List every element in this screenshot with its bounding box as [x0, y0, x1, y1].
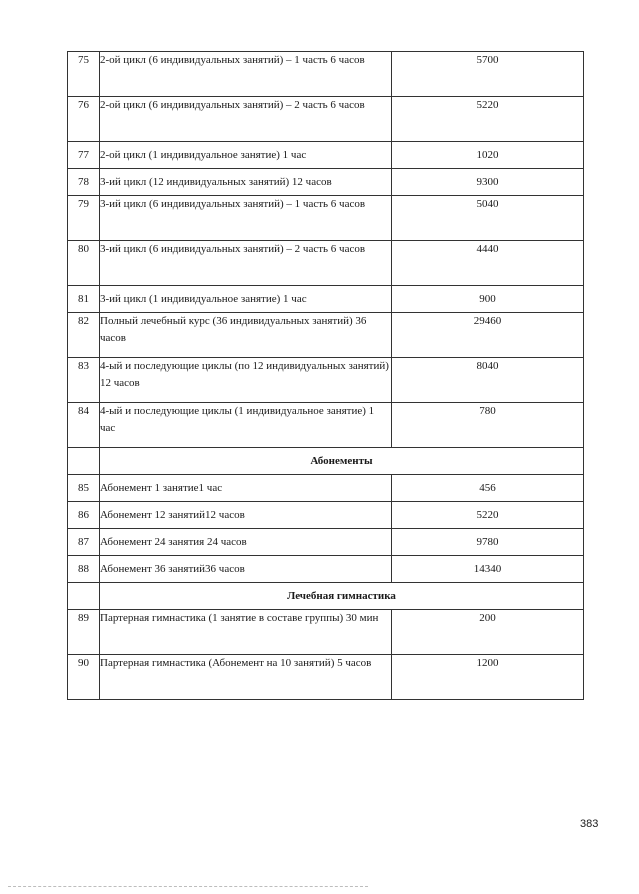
service-name: 4-ый и последующие циклы (по 12 индивидуальных занятий) 12 часов — [100, 358, 392, 403]
section-header-row — [68, 583, 584, 610]
service-name: Абонемент 36 занятий36 часов — [100, 556, 392, 583]
table-row — [68, 97, 584, 142]
service-price: 1020 — [392, 142, 584, 169]
table-row — [68, 529, 584, 556]
service-price: 29460 — [392, 313, 584, 358]
service-name: 3-ий цикл (6 индивидуальных занятий) – 2 часть 6 часов — [100, 241, 392, 286]
section-num-cell — [68, 448, 100, 475]
row-number: 76 — [68, 97, 100, 142]
row-number: 85 — [68, 475, 100, 502]
row-number: 77 — [68, 142, 100, 169]
row-number: 84 — [68, 403, 100, 448]
service-name: Полный лечебный курс (36 индивидуальных занятий) 36 часов — [100, 313, 392, 358]
price-table — [67, 51, 584, 700]
table-row — [68, 556, 584, 583]
row-number: 82 — [68, 313, 100, 358]
table-row — [68, 358, 584, 403]
row-number: 75 — [68, 52, 100, 97]
table-row — [68, 313, 584, 358]
price-table-body — [68, 52, 584, 700]
row-number: 87 — [68, 529, 100, 556]
service-price: 4440 — [392, 241, 584, 286]
row-number: 80 — [68, 241, 100, 286]
page-number: 383 — [580, 818, 599, 830]
table-row — [68, 52, 584, 97]
service-price: 456 — [392, 475, 584, 502]
service-price: 5220 — [392, 97, 584, 142]
row-number: 88 — [68, 556, 100, 583]
row-number: 90 — [68, 655, 100, 700]
table-row — [68, 610, 584, 655]
service-name: 2-ой цикл (1 индивидуальное занятие) 1 час — [100, 142, 392, 169]
row-number: 86 — [68, 502, 100, 529]
service-name: 3-ий цикл (6 индивидуальных занятий) – 1 часть 6 часов — [100, 196, 392, 241]
table-row — [68, 403, 584, 448]
table-row — [68, 286, 584, 313]
table-row — [68, 655, 584, 700]
service-price: 14340 — [392, 556, 584, 583]
service-price: 9300 — [392, 169, 584, 196]
row-number: 79 — [68, 196, 100, 241]
service-price: 5700 — [392, 52, 584, 97]
service-name: Абонемент 1 занятие1 час — [100, 475, 392, 502]
table-row — [68, 196, 584, 241]
section-header-row — [68, 448, 584, 475]
service-price: 5040 — [392, 196, 584, 241]
service-price: 8040 — [392, 358, 584, 403]
row-number: 83 — [68, 358, 100, 403]
service-name: Абонемент 12 занятий12 часов — [100, 502, 392, 529]
bottom-scan-line — [8, 886, 368, 887]
service-name: 2-ой цикл (6 индивидуальных занятий) – 1 часть 6 часов — [100, 52, 392, 97]
service-name: Партерная гимнастика (1 занятие в составе группы) 30 мин — [100, 610, 392, 655]
service-price: 1200 — [392, 655, 584, 700]
table-row — [68, 241, 584, 286]
row-number: 81 — [68, 286, 100, 313]
table-row — [68, 475, 584, 502]
service-name: Абонемент 24 занятия 24 часов — [100, 529, 392, 556]
table-row — [68, 169, 584, 196]
service-price: 9780 — [392, 529, 584, 556]
service-name: 3-ий цикл (12 индивидуальных занятий) 12 часов — [100, 169, 392, 196]
table-row — [68, 142, 584, 169]
section-title: Лечебная гимнастика — [100, 583, 584, 610]
service-name: 3-ий цикл (1 индивидуальное занятие) 1 час — [100, 286, 392, 313]
service-price: 5220 — [392, 502, 584, 529]
service-name: 2-ой цикл (6 индивидуальных занятий) – 2 часть 6 часов — [100, 97, 392, 142]
row-number: 89 — [68, 610, 100, 655]
section-num-cell — [68, 583, 100, 610]
table-row — [68, 502, 584, 529]
row-number: 78 — [68, 169, 100, 196]
service-price: 780 — [392, 403, 584, 448]
service-price: 200 — [392, 610, 584, 655]
service-name: 4-ый и последующие циклы (1 индивидуальное занятие) 1 час — [100, 403, 392, 448]
service-name: Партерная гимнастика (Абонемент на 10 занятий) 5 часов — [100, 655, 392, 700]
section-title: Абонементы — [100, 448, 584, 475]
service-price: 900 — [392, 286, 584, 313]
